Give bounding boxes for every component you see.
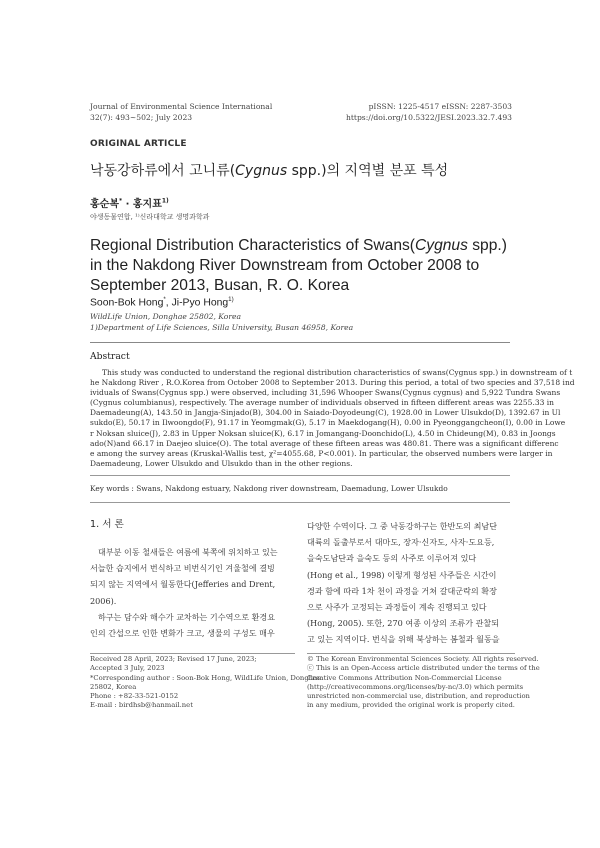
body-column-right: 다양한 수역이다. 그 중 낙동강하구는 한반도의 최남단 대륙의 돌출부로서 대마도, 장자·신자도, 사자·도요등, 을숙도남단과 을숙도 등의 사주로 이루어져 있다 (Hong et al., 1998) 이렇게 형성된 사주들은 시간이 경과 함에 따라 1차 천이 과정을 거쳐 갈대군락의 확장 으로 사주가 고정되는 과정들이 계속 진행되고 있다 (Hong, 2005). 또한, 270 여종 이상의 조류가 관찰되 고 있는 지역이다. 번식을 위해 북상하는 봄철과 월동을 — [307, 521, 500, 645]
english-affiliation: WildLife Union, Donghae 25802, Korea 1)Department of Life Sciences, Silla University, Busan 46958, Korea — [90, 312, 354, 332]
divider — [90, 502, 510, 503]
keywords: Key words : Swans, Nakdong estuary, Nakdong river downstream, Daemadung, Lower Ulsukdo — [90, 484, 448, 493]
divider — [307, 653, 515, 654]
body-column-left: 대부분 이동 철새들은 여름에 북쪽에 위치하고 있는 서늘한 습지에서 번식하고 비번식기인 겨울철에 결빙 되지 않는 지역에서 월동한다(Jefferies and Drent, 2006). 하구는 담수와 해수가 교차하는 기수역으로 환경요 인의 간섭으로 인한 변화가 크고, 생물의 구성도 매우 — [90, 547, 278, 639]
footnote-license: © The Korean Environmental Sciences Society. All rights reserved. ⓒ This is an Open-Access article distributed under the terms of the Creative Commons Attribution Non-Commercial License (http://creativecommons.org/licenses/by-nc/3.0) which permits unrestricted non-commercial use, distribution, and reproduction in any medium, provided the original work is properly cited. — [307, 655, 540, 710]
abstract-heading: Abstract — [90, 351, 130, 362]
section-heading-introduction: 1. 서 론 — [90, 519, 124, 530]
footnote-received: Received 28 April, 2023; Revised 17 June, 2023; Accepted 3 July, 2023 *Corresponding author : Soon-Bok Hong, WildLife Union, Donghae 25802, Korea Phone : +82-33-521-0152 E-mail : birdhsb@hanmail.net — [90, 655, 322, 710]
english-authors: Soon-Bok Hong*, Ji-Pyo Hong$^{1)}$ — [90, 296, 234, 309]
korean-title: 낙동강하류에서 고니류(Cygnus spp.)의 지역별 분포 특성 — [90, 163, 449, 179]
english-title: Regional Distribution Characteristics of Swans(Cygnus spp.) in the Nakdong River Downstream from October 2008 to September 2013, Busan, R. O. Korea — [90, 237, 507, 294]
article-type: ORIGINAL ARTICLE — [90, 139, 187, 149]
journal-identifiers — [346, 101, 512, 123]
korean-authors: 홍순복* · 홍지표$^{1)}$ — [90, 197, 169, 210]
journal-volume: 32(7): 493~502; July 2023 — [90, 113, 193, 122]
journal-doi[interactable]: https://doi.org/10.5322/JESI.2023.32.7.493 — [345, 113, 512, 122]
journal-info — [90, 101, 272, 123]
korean-affiliation: 야생동물연합, ¹⁾신라대학교 생명과학과 — [90, 213, 210, 221]
journal-issn: pISSN: 1225-4517 eISSN: 2287-3503 — [368, 102, 512, 111]
journal-name: Journal of Environmental Science International — [90, 102, 273, 111]
divider — [90, 342, 510, 343]
divider — [90, 475, 510, 476]
abstract-body: This study was conducted to understand the regional distribution characteristics of swans(Cygnus spp.) in downstream of t he Nakdong River , R.O.Korea from October 2008 to September 2013. During this period, a total of two species and 37,518 ind ividuals of Swans(Cygnus spp.) were observed, including 31,596 Whooper Swans(Cygnus cygnus) and 5,922 Tundra Swans (Cygnus columbianus), respectively. The average number of individuals observed in fifteen different areas was 2255.33 in Daemadeung(A), 143.50 in Jangja-Sinjado(B), 304.00 in Saiado-Doyodeung(C), 1928.00 in Lower Ulsukdo(D), 1392.67 in Ul sukdo(E), 50.17 in Ilwoongdo(F), 91.17 in Yeomgmak(G), 5.17 in Maekdogang(H), 0.00 in Pyeonggangcheon(I), 0.00 in Lowe r Noksan sluice(J), 2.83 in Upper Noksan sluice(K), 6.17 in Jomangang-Doonchido(L), 4.50 in Chideung(M), 0.83 in Joongs ado(N)and 66.17 in Daejeo sluice(O). The total average of these fifteen areas was 480.81. There was a significant differenc e among the survey areas (Kruskal-Wallis test, χ²=4055.68, P<0.001). In particular, the observed numbers were larger in Daemadeung, Lower Ulsukdo and Ulsukdo than in the other regions. — [90, 368, 575, 468]
divider — [90, 653, 295, 654]
